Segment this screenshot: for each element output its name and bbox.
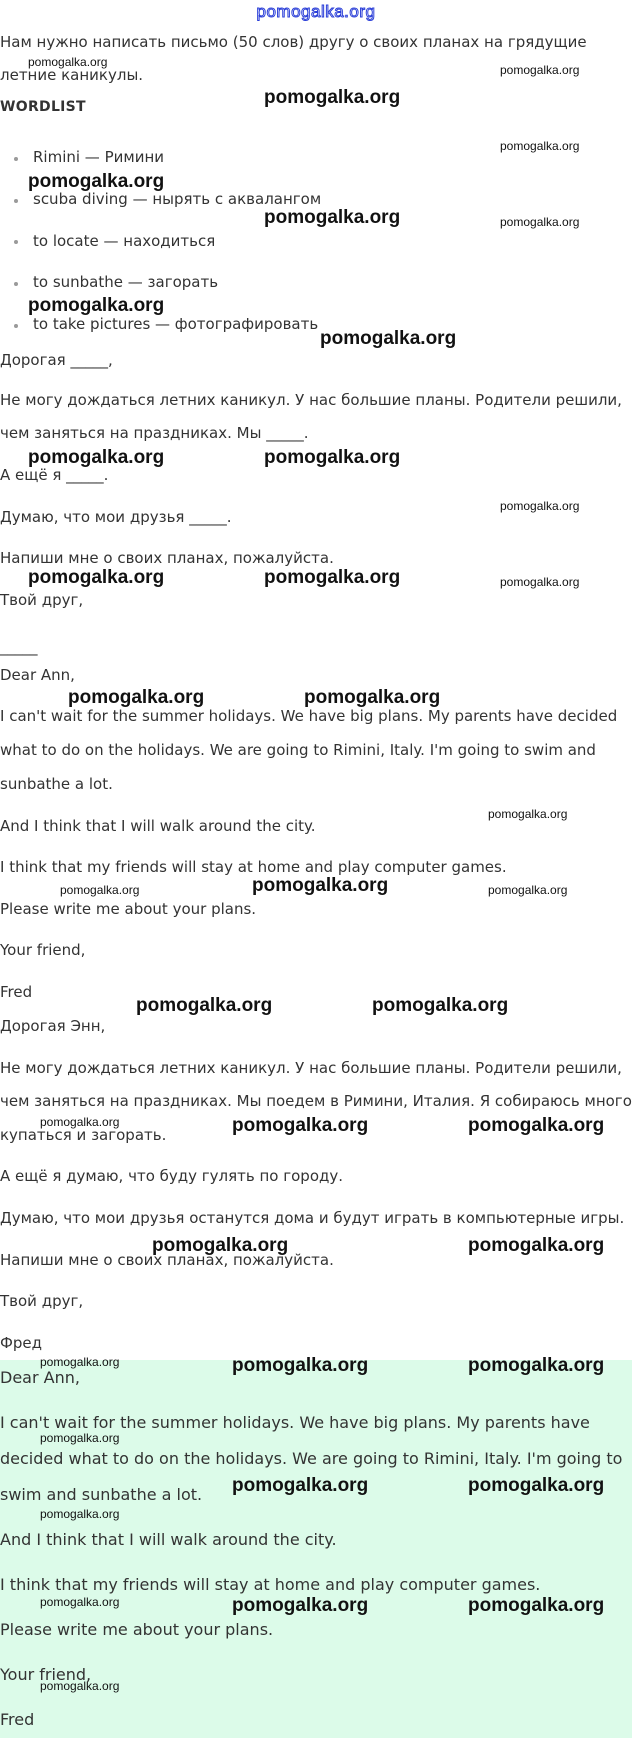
- wordlist-item: to sunbathe — загорать: [33, 273, 219, 291]
- letter-closing: Your friend,: [0, 1665, 92, 1684]
- watermark: pomogalka.org: [500, 215, 580, 229]
- watermark: pomogalka.org: [488, 807, 568, 821]
- watermark: pomogalka.org: [468, 1595, 605, 1616]
- wordlist-item: to take pictures — фотографировать: [33, 315, 319, 333]
- watermark: pomogalka.org: [136, 995, 273, 1016]
- bullet-icon: [14, 324, 18, 328]
- watermark: pomogalka.org: [500, 575, 580, 589]
- watermark: pomogalka.org: [500, 139, 580, 153]
- watermark: pomogalka.org: [40, 1679, 120, 1693]
- wordlist-title: WORDLIST: [0, 99, 86, 115]
- letter-line: Не могу дождаться летних каникул. У нас большие планы. Родители решили,: [0, 391, 622, 409]
- letter-line: I can't wait for the summer holidays. We have big plans. My parents have: [0, 1413, 590, 1432]
- watermark: pomogalka.org: [264, 87, 401, 108]
- letter-line: decided what to do on the holidays. We are going to Rimini, Italy. I'm going to: [0, 1449, 623, 1468]
- letter-line: what to do on the holidays. We are going to Rimini, Italy. I'm going to swim and: [0, 741, 596, 759]
- letter-line: I can't wait for the summer holidays. We have big plans. My parents have decided: [0, 707, 618, 725]
- watermark: pomogalka.org: [372, 995, 509, 1016]
- watermark: pomogalka.org: [40, 1431, 120, 1445]
- letter-closing: Your friend,: [0, 941, 86, 959]
- letter-line: I think that my friends will stay at home and play computer games.: [0, 1575, 541, 1594]
- watermark: pomogalka.org: [40, 1595, 120, 1609]
- watermark: pomogalka.org: [264, 207, 401, 228]
- watermark: pomogalka.org: [232, 1595, 369, 1616]
- watermark: pomogalka.org: [152, 1235, 289, 1256]
- watermark: pomogalka.org: [40, 1355, 120, 1369]
- letter-line: чем заняться на праздниках. Мы _____.: [0, 424, 309, 442]
- letter-signature: _____: [0, 638, 38, 656]
- letter-line: купаться и загорать.: [0, 1126, 167, 1144]
- watermark: pomogalka.org: [468, 1115, 605, 1136]
- letter-line: А ещё я _____.: [0, 466, 109, 484]
- letter-line: Думаю, что мои друзья _____.: [0, 508, 232, 526]
- watermark: pomogalka.org: [264, 567, 401, 588]
- letter-line: sunbathe a lot.: [0, 775, 113, 793]
- watermark: pomogalka.org: [232, 1115, 369, 1136]
- letter-line: Не могу дождаться летних каникул. У нас большие планы. Родители решили,: [0, 1059, 622, 1077]
- wordlist-item: Rimini — Римини: [33, 148, 164, 166]
- watermark: pomogalka.org: [320, 328, 457, 349]
- bullet-icon: [14, 199, 18, 203]
- letter-signature: Fred: [0, 983, 33, 1001]
- letter-line: I think that my friends will stay at home and play computer games.: [0, 858, 507, 876]
- watermark: pomogalka.org: [40, 1115, 120, 1129]
- site-logo[interactable]: pomogalka.org: [256, 2, 376, 21]
- watermark: pomogalka.org: [40, 1507, 120, 1521]
- watermark: pomogalka.org: [28, 55, 108, 69]
- letter-line: Please write me about your plans.: [0, 1620, 274, 1639]
- letter-line: Please write me about your plans.: [0, 900, 257, 918]
- letter-line: And I think that I will walk around the city.: [0, 817, 316, 835]
- letter-greeting: Дорогая Энн,: [0, 1017, 106, 1035]
- watermark: pomogalka.org: [468, 1475, 605, 1496]
- task-text-line-2: летние каникулы.: [0, 66, 144, 84]
- watermark: pomogalka.org: [60, 883, 140, 897]
- letter-line: А ещё я думаю, что буду гулять по городу.: [0, 1167, 344, 1185]
- watermark: pomogalka.org: [468, 1355, 605, 1376]
- letter-line: Думаю, что мои друзья останутся дома и будут играть в компьютерные игры.: [0, 1209, 625, 1227]
- watermark: pomogalka.org: [468, 1235, 605, 1256]
- letter-line: swim and sunbathe a lot.: [0, 1485, 203, 1504]
- watermark: pomogalka.org: [28, 171, 165, 192]
- letter-closing: Твой друг,: [0, 1292, 84, 1310]
- task-text-line-1: Нам нужно написать письмо (50 слов) другу о своих планах на грядущие: [0, 33, 587, 51]
- wordlist-item: to locate — находиться: [33, 232, 216, 250]
- bullet-icon: [14, 282, 18, 286]
- letter-greeting: Dear Ann,: [0, 666, 75, 684]
- letter-greeting: Дорогая _____,: [0, 351, 113, 369]
- watermark: pomogalka.org: [252, 875, 389, 896]
- bullet-icon: [14, 240, 18, 244]
- watermark: pomogalka.org: [28, 447, 165, 468]
- letter-greeting: Dear Ann,: [0, 1368, 80, 1387]
- letter-line: чем заняться на праздниках. Мы поедем в Римини, Италия. Я собираюсь много: [0, 1092, 632, 1110]
- wordlist-item: scuba diving — нырять с аквалангом: [33, 190, 322, 208]
- watermark: pomogalka.org: [28, 567, 165, 588]
- letter-closing: Твой друг,: [0, 591, 84, 609]
- watermark: pomogalka.org: [500, 499, 580, 513]
- watermark: pomogalka.org: [500, 63, 580, 77]
- watermark: pomogalka.org: [28, 295, 165, 316]
- watermark: pomogalka.org: [232, 1475, 369, 1496]
- watermark: pomogalka.org: [232, 1355, 369, 1376]
- letter-line: And I think that I will walk around the city.: [0, 1530, 337, 1549]
- watermark: pomogalka.org: [488, 883, 568, 897]
- bullet-icon: [14, 157, 18, 161]
- watermark: pomogalka.org: [68, 687, 205, 708]
- watermark: pomogalka.org: [304, 687, 441, 708]
- watermark: pomogalka.org: [264, 447, 401, 468]
- letter-signature: Fred: [0, 1710, 35, 1729]
- letter-line: Напиши мне о своих планах, пожалуйста.: [0, 1251, 334, 1269]
- letter-signature: Фред: [0, 1334, 43, 1352]
- letter-line: Напиши мне о своих планах, пожалуйста.: [0, 549, 334, 567]
